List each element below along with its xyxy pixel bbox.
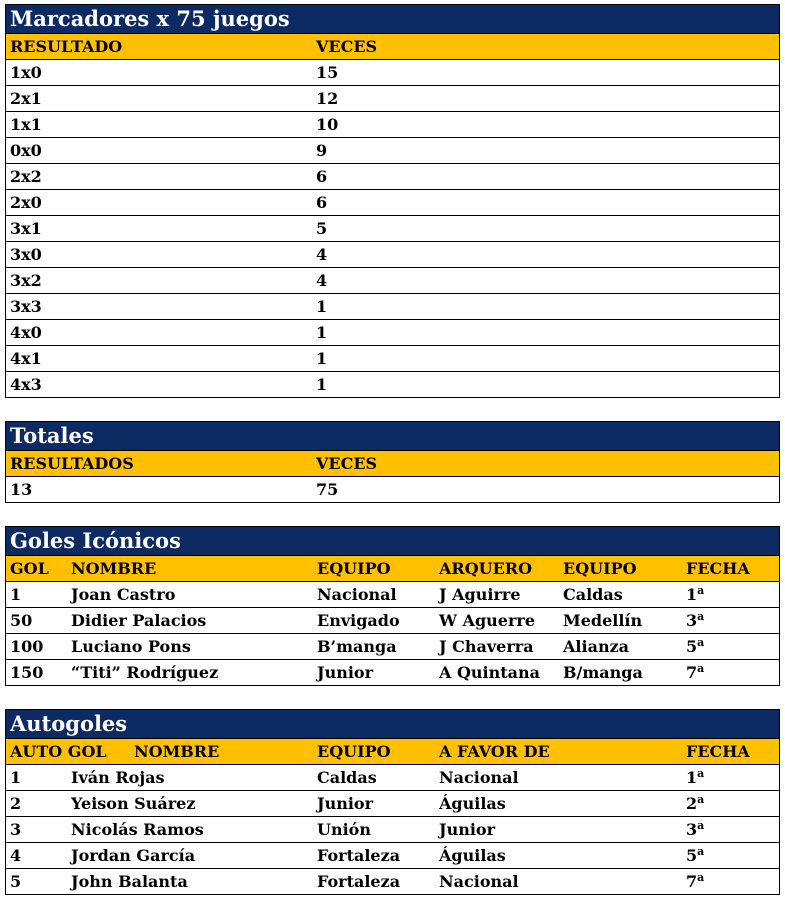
cell-equipo: Junior [317, 794, 374, 813]
header-fecha: FECHA [686, 559, 750, 578]
cell-resultado: 3x0 [10, 245, 42, 264]
table-row [5, 869, 780, 895]
header-resultados: RESULTADOS [10, 454, 134, 473]
header-equipo-arquero: EQUIPO [563, 559, 637, 578]
cell-fecha-ordinal: a [697, 871, 705, 884]
table-row [5, 817, 780, 843]
cell-arquero: J Aguirre [439, 585, 521, 604]
table-row [5, 190, 780, 216]
cell-veces: 9 [316, 141, 328, 160]
cell-gol: 150 [10, 663, 44, 682]
cell-fecha-number: 1 [686, 768, 698, 787]
table-row [5, 634, 780, 660]
cell-a-favor-de: Junior [439, 820, 496, 839]
cell-gol: 50 [10, 611, 33, 630]
cell-fecha-number: 3 [686, 820, 698, 839]
cell-fecha-number: 7 [686, 872, 698, 891]
cell-fecha-ordinal: a [697, 636, 705, 649]
cell-equipo-arquero: Medellín [563, 611, 643, 630]
table-row [5, 320, 780, 346]
cell-auto-gol: 4 [10, 846, 22, 865]
totales-title: Totales [5, 421, 780, 451]
cell-a-favor-de: Águilas [439, 794, 506, 813]
cell-fecha-ordinal: a [697, 793, 705, 806]
cell-veces: 1 [316, 375, 328, 394]
table-row [5, 660, 780, 686]
cell-equipo-arquero: Alianza [563, 637, 630, 656]
cell-fecha [686, 791, 704, 817]
goles-header-row [5, 556, 780, 582]
cell-fecha-ordinal: a [697, 584, 705, 597]
cell-fecha-number: 7 [686, 663, 698, 682]
cell-resultado: 2x1 [10, 89, 42, 108]
cell-equipo: Fortaleza [317, 846, 401, 865]
header-auto-gol: AUTO GOL [10, 742, 107, 761]
table-row [5, 112, 780, 138]
cell-fecha [686, 634, 704, 660]
table-row [5, 843, 780, 869]
cell-fecha [686, 660, 704, 686]
table-row [5, 242, 780, 268]
cell-veces: 12 [316, 89, 339, 108]
goles-title: Goles Icónicos [5, 526, 780, 556]
cell-veces: 6 [316, 193, 328, 212]
header-arquero: ARQUERO [439, 559, 533, 578]
cell-arquero: W Aguerre [439, 611, 535, 630]
cell-resultado: 1x1 [10, 115, 42, 134]
marcadores-table [5, 4, 780, 398]
cell-nombre: Didier Palacios [71, 611, 207, 630]
header-equipo: EQUIPO [317, 742, 391, 761]
cell-nombre: Jordan García [71, 846, 196, 865]
table-row [5, 164, 780, 190]
cell-a-favor-de: Nacional [439, 872, 519, 891]
table-row [5, 86, 780, 112]
cell-fecha-number: 3 [686, 611, 698, 630]
cell-auto-gol: 3 [10, 820, 22, 839]
cell-equipo: B’manga [317, 637, 397, 656]
cell-nombre: Yeison Suárez [71, 794, 196, 813]
cell-veces: 1 [316, 349, 328, 368]
autogoles-title: Autogoles [5, 709, 780, 739]
cell-fecha-number: 2 [686, 794, 698, 813]
goles-iconicos-table [5, 526, 780, 686]
cell-nombre: Iván Rojas [71, 768, 165, 787]
table-row [5, 216, 780, 242]
header-a-favor-de: A FAVOR DE [439, 742, 550, 761]
goles-body [5, 582, 780, 686]
cell-a-favor-de: Nacional [439, 768, 519, 787]
header-nombre: NOMBRE [134, 742, 220, 761]
table-row [5, 372, 780, 398]
cell-nombre: Nicolás Ramos [71, 820, 204, 839]
cell-fecha-number: 1 [686, 585, 698, 604]
cell-fecha [686, 582, 704, 608]
header-resultado: RESULTADO [10, 37, 123, 56]
cell-veces: 10 [316, 115, 339, 134]
autogoles-table [5, 709, 780, 895]
cell-resultado: 1x0 [10, 63, 42, 82]
marcadores-header-row [5, 34, 780, 60]
cell-veces: 1 [316, 323, 328, 342]
cell-equipo-arquero: B/manga [563, 663, 643, 682]
cell-veces: 6 [316, 167, 328, 186]
cell-resultado: 3x1 [10, 219, 42, 238]
cell-veces: 15 [316, 63, 339, 82]
table-row [5, 346, 780, 372]
table-row [5, 765, 780, 791]
header-fecha: FECHA [686, 742, 750, 761]
table-row [5, 294, 780, 320]
table-row [5, 268, 780, 294]
cell-fecha-number: 5 [686, 637, 698, 656]
total-veces: 75 [316, 480, 339, 499]
header-nombre: NOMBRE [71, 559, 157, 578]
table-row [5, 477, 780, 503]
table-row [5, 791, 780, 817]
cell-gol: 100 [10, 637, 44, 656]
cell-veces: 1 [316, 297, 328, 316]
cell-fecha-ordinal: a [697, 819, 705, 832]
total-resultados: 13 [10, 480, 33, 499]
cell-resultado: 0x0 [10, 141, 42, 160]
table-row [5, 138, 780, 164]
autogoles-header-row [5, 739, 780, 765]
cell-resultado: 2x2 [10, 167, 42, 186]
cell-fecha [686, 869, 704, 895]
cell-gol: 1 [10, 585, 22, 604]
cell-arquero: J Chaverra [439, 637, 534, 656]
cell-resultado: 2x0 [10, 193, 42, 212]
cell-fecha-ordinal: a [697, 610, 705, 623]
cell-veces: 4 [316, 271, 328, 290]
cell-equipo-arquero: Caldas [563, 585, 623, 604]
cell-fecha-ordinal: a [697, 662, 705, 675]
cell-fecha-ordinal: a [697, 845, 705, 858]
table-row [5, 608, 780, 634]
cell-veces: 5 [316, 219, 328, 238]
cell-fecha [686, 608, 704, 634]
cell-auto-gol: 5 [10, 872, 22, 891]
cell-a-favor-de: Águilas [439, 846, 506, 865]
cell-auto-gol: 2 [10, 794, 22, 813]
table-row [5, 60, 780, 86]
cell-nombre: John Balanta [71, 872, 188, 891]
header-equipo: EQUIPO [317, 559, 391, 578]
totales-header-row [5, 451, 780, 477]
cell-fecha [686, 765, 704, 791]
cell-fecha-ordinal: a [697, 767, 705, 780]
cell-equipo: Nacional [317, 585, 397, 604]
marcadores-body [5, 60, 780, 398]
marcadores-title: Marcadores x 75 juegos [5, 4, 780, 34]
cell-arquero: A Quintana [439, 663, 541, 682]
cell-fecha [686, 843, 704, 869]
cell-fecha-number: 5 [686, 846, 698, 865]
cell-resultado: 4x1 [10, 349, 42, 368]
cell-resultado: 3x3 [10, 297, 42, 316]
cell-nombre: “Titi” Rodríguez [71, 663, 219, 682]
header-veces: VECES [316, 454, 378, 473]
header-veces: VECES [316, 37, 378, 56]
cell-equipo: Unión [317, 820, 371, 839]
cell-veces: 4 [316, 245, 328, 264]
cell-resultado: 4x0 [10, 323, 42, 342]
cell-resultado: 3x2 [10, 271, 42, 290]
cell-fecha [686, 817, 704, 843]
totales-table [5, 421, 780, 503]
cell-nombre: Luciano Pons [71, 637, 191, 656]
cell-resultado: 4x3 [10, 375, 42, 394]
header-gol: GOL [10, 559, 49, 578]
cell-equipo: Junior [317, 663, 374, 682]
cell-equipo: Caldas [317, 768, 377, 787]
cell-equipo: Fortaleza [317, 872, 401, 891]
cell-equipo: Envigado [317, 611, 400, 630]
cell-auto-gol: 1 [10, 768, 22, 787]
autogoles-body [5, 765, 780, 895]
cell-nombre: Joan Castro [71, 585, 176, 604]
table-row [5, 582, 780, 608]
